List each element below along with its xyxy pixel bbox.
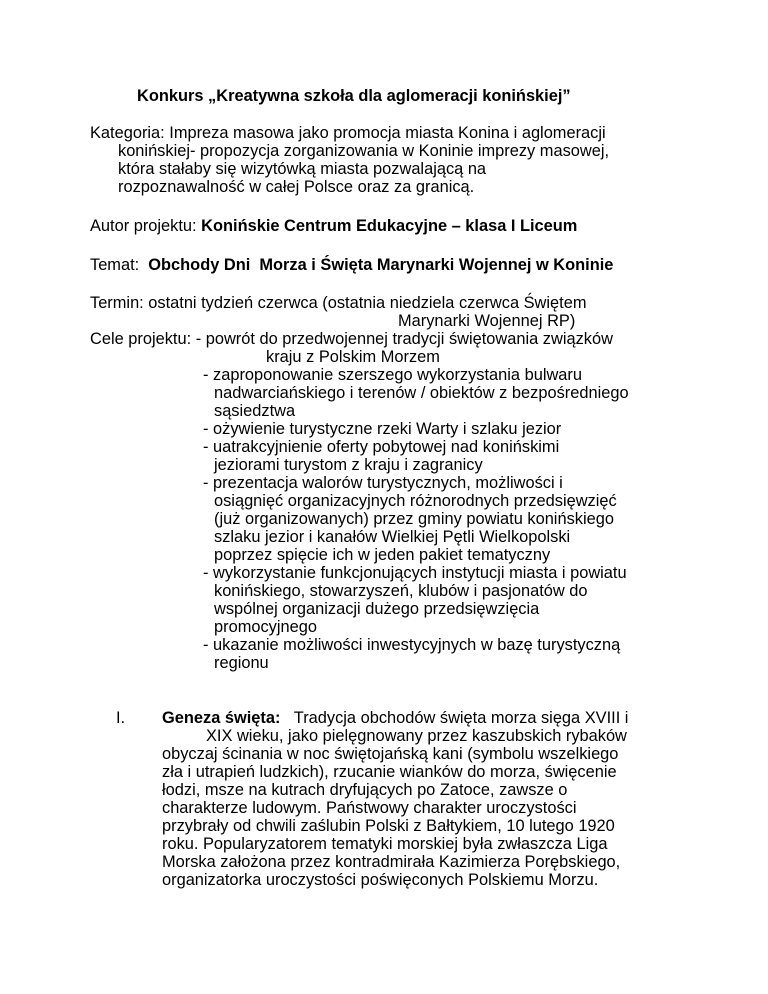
category-label: Kategoria:: [90, 124, 165, 142]
section-1-line-1: [162, 709, 628, 727]
author-value: Konińskie Centrum Edukacyjne – klasa I Liceum: [201, 217, 578, 235]
category-text: Impreza masowa jako promocja miasta Konina i aglomeracji: [164, 124, 606, 142]
goals-line-4: nadwarciańskiego i terenów / obiektów z bezpośredniego: [214, 384, 629, 402]
goals-line-9: - prezentacja walorów turystycznych, możliwości i: [203, 474, 563, 492]
category-line-2: konińskiej- propozycja zorganizowania w Koninie imprezy masowej,: [118, 142, 610, 160]
goals-line-10: osiągnięć organizacyjnych różnorodnych przedsięwzięć: [214, 492, 617, 510]
goals-line-1: [90, 330, 613, 348]
term-line-2: Marynarki Wojennej RP): [398, 312, 576, 330]
topic-value: Obchody Dni Morza i Święta Marynarki Wojennej w Koninie: [148, 256, 614, 274]
goals-line-14: - wykorzystanie funkcjonujących instytucji miasta i powiatu: [203, 564, 627, 582]
section-1-line-5: łodzi, msze na kutrach dryfujących po Zatoce, zawsze o: [162, 781, 568, 799]
goals-line-19: regionu: [214, 654, 269, 672]
goals-line-3: - zaproponowanie szerszego wykorzystania bulwaru: [203, 366, 582, 384]
goals-line-11: (już organizowanych) przez gminy powiatu konińskiego: [214, 510, 614, 528]
goals-line-6: - ożywienie turystyczne rzeki Warty i szlaku jezior: [203, 420, 562, 438]
goals-text: - powrót do przedwojennej tradycji świętowania związków: [191, 330, 613, 348]
section-1-line-2: XIX wieku, jako pielęgnowany przez kaszubskich rybaków: [206, 727, 627, 745]
author-label: Autor projektu:: [90, 217, 202, 235]
goals-line-2: kraju z Polskim Morzem: [266, 348, 440, 366]
goals-line-5: sąsiedztwa: [214, 402, 296, 420]
goals-line-13: poprzez spięcie ich w jeden pakiet tematyczny: [214, 546, 551, 564]
section-1-line-3: obyczaj ścinania w noc świętojańską kani (symbolu wszelkiego: [162, 745, 619, 763]
section-1-number: I.: [116, 709, 126, 727]
section-1-line-4: zła i utrapień ludzkich), rzucanie wianków do morza, święcenie: [162, 763, 617, 781]
section-1-line-10: organizatorka uroczystości poświęconych Polskiemu Morzu.: [162, 871, 599, 889]
author-line: [90, 217, 577, 235]
category-line-3: która stałaby się wizytówką miasta pozwalającą na: [118, 160, 487, 178]
goals-line-17: promocyjnego: [214, 618, 317, 636]
goals-line-15: konińskiego, stowarzyszeń, klubów i pasjonatów do: [214, 582, 588, 600]
goals-label: Cele projektu:: [90, 330, 192, 348]
section-1-line-9: Morska założona przez kontradmirała Kazimierza Porębskiego,: [162, 853, 621, 871]
section-1-line-6: charakterze ludowym. Państwowy charakter uroczystości: [162, 799, 577, 817]
category-line-1: [90, 124, 606, 142]
category-line-4: rozpoznawalność w całej Polsce oraz za granicą.: [118, 178, 475, 196]
section-1-line-7: przybrały od chwili zaślubin Polski z Bałtykiem, 10 lutego 1920: [162, 817, 615, 835]
section-1-line-8: roku. Popularyzatorem tematyki morskiej była zwłaszcza Liga: [162, 835, 608, 853]
section-1-heading: Geneza święta:: [162, 709, 281, 727]
goals-line-16: wspólnej organizacji dużego przedsięwzięcia: [214, 600, 540, 618]
topic-label: Temat:: [90, 256, 149, 274]
goals-line-12: szlaku jezior i kanałów Wielkiej Pętli Wielkopolski: [214, 528, 571, 546]
goals-line-8: jeziorami turystom z kraju i zagranicy: [214, 456, 483, 474]
term-line-1: Termin: ostatni tydzień czerwca (ostatnia niedziela czerwca Świętem: [90, 294, 587, 312]
section-1-text: Tradycja obchodów święta morza sięga XVIII i: [280, 709, 629, 727]
topic-line: [90, 256, 613, 274]
goals-line-18: - ukazanie możliwości inwestycyjnych w bazę turystyczną: [203, 636, 621, 654]
goals-line-7: - uatrakcyjnienie oferty pobytowej nad konińskimi: [203, 438, 560, 456]
page-title: Konkurs „Kreatywna szkoła dla aglomeracji konińskiej”: [137, 87, 571, 105]
